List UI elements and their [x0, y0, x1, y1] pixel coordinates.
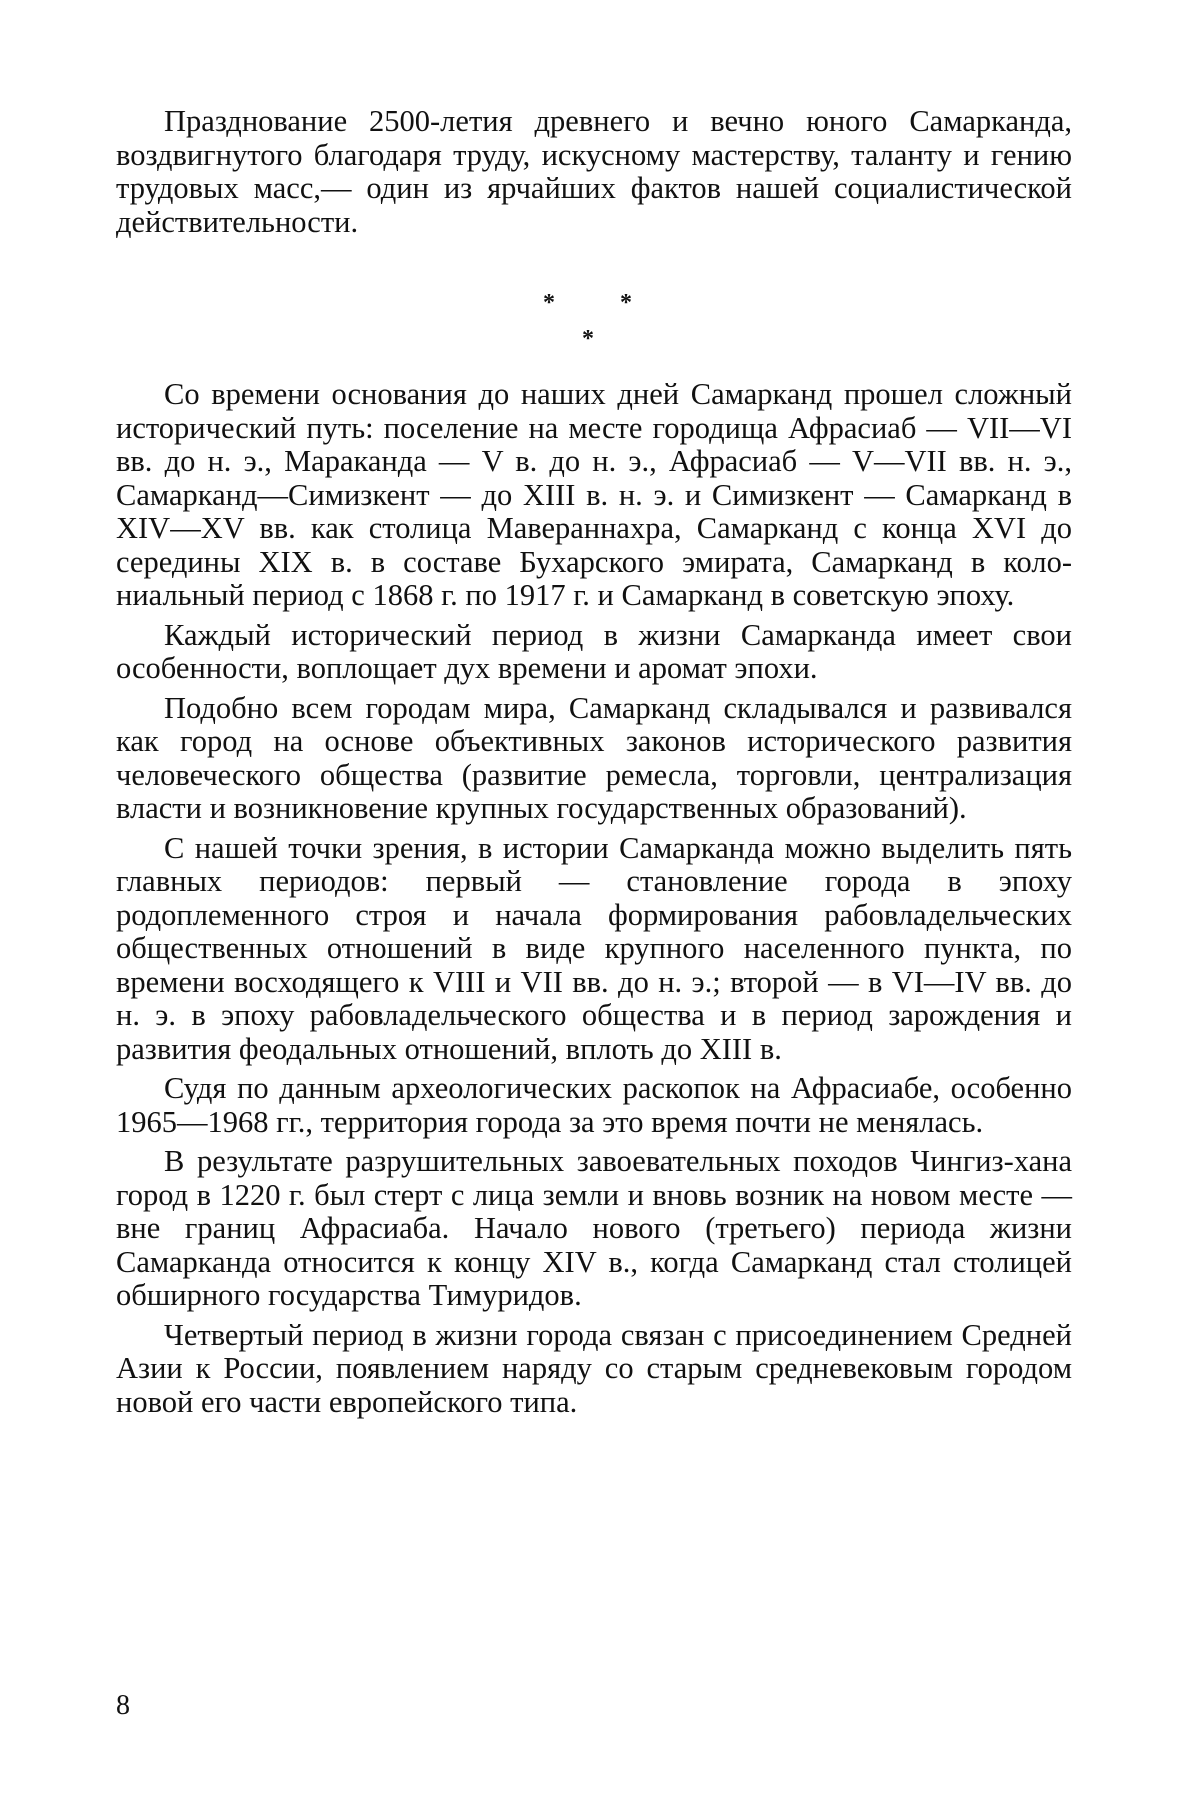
asterisk-mark: * — [543, 290, 555, 316]
paragraph-period-features: Каждый исторический период в жизни Самарканда имеет свои особенности, воплощает дух времени и аромат эпохи. — [116, 617, 1072, 685]
paragraph-genghis-khan: В результате разрушительных завоевательных походов Чингиз-хана город в 1220 г. был стерт с лица земли и вновь возник на новом месте — вне границ Афрасиаба. Начало нового (третьего) периода жизни Самарканда относится к концу XIV в., когда Самарканд стал столицей обширного государства Тимуридов. — [116, 1144, 1072, 1312]
paragraph-fourth-period: Четвертый период в жизни города связан с присоединением Средней Азии к России, появлением наряду со старым средневековым городом новой его части европейского типа. — [116, 1317, 1072, 1419]
paragraph-historical-path: Со времени основания до наших дней Самарканд прошел сложный исторический путь: поселение на месте городища Афрасиаб — VII—VI вв. до н. э., Мараканда — V в. до н. э., Афрасиаб — V—VII вв. н. э., Самарканд—Симизкент — до XIII в. н. э. и Симизкент — Самарканд в XIV—XV вв. как столица Мавераннахра, Самарканд с конца XVI до середины XIX в. в составе Бухарского эмирата, Самарканд в колониальный период с 1868 г. по 1917 г. и Самарканд в советскую эпоху. — [116, 377, 1072, 612]
paragraph-intro: Празднование 2500-летия древнего и вечно юного Самарканда, воздвигнутого благодаря труду, искусному мастерству, таланту и гению трудовых масс,— один из ярчайших фактов нашей социалистической действительности. — [116, 104, 1072, 239]
paragraph-development-laws: Подобно всем городам мира, Самарканд складывался и развивался как город на основе объективных законов исторического развития человеческого общества (развитие ремесла, торговли, централизация власти и возникновение крупных государственных образований). — [116, 690, 1072, 825]
main-text — [116, 378, 1072, 1419]
page-number: 8 — [116, 1690, 130, 1721]
intro-section — [116, 105, 1072, 239]
paragraph-five-periods: С нашей точки зрения, в истории Самарканда можно выделить пять главных периодов: первый — становление города в эпоху родоплеменного строя и начала формирования рабовладельческих общественных отношений в виде крупного населенного пункта, по времени восходящего к VIII и VII вв. до н. э.; второй — в VI—IV вв. до н. э. в эпоху рабовладельческого общества и в период зарождения и развития феодальных отношений, вплоть до XIII в. — [116, 830, 1072, 1066]
asterisk-mark: * — [582, 326, 594, 352]
asterisk-mark: * — [620, 290, 632, 316]
asterism-divider — [0, 290, 1200, 350]
paragraph-excavations: Судя по данным археологических раскопок на Афрасиабе, особенно 1965—1968 гг., территория города за это время почти не менялась. — [116, 1071, 1072, 1139]
